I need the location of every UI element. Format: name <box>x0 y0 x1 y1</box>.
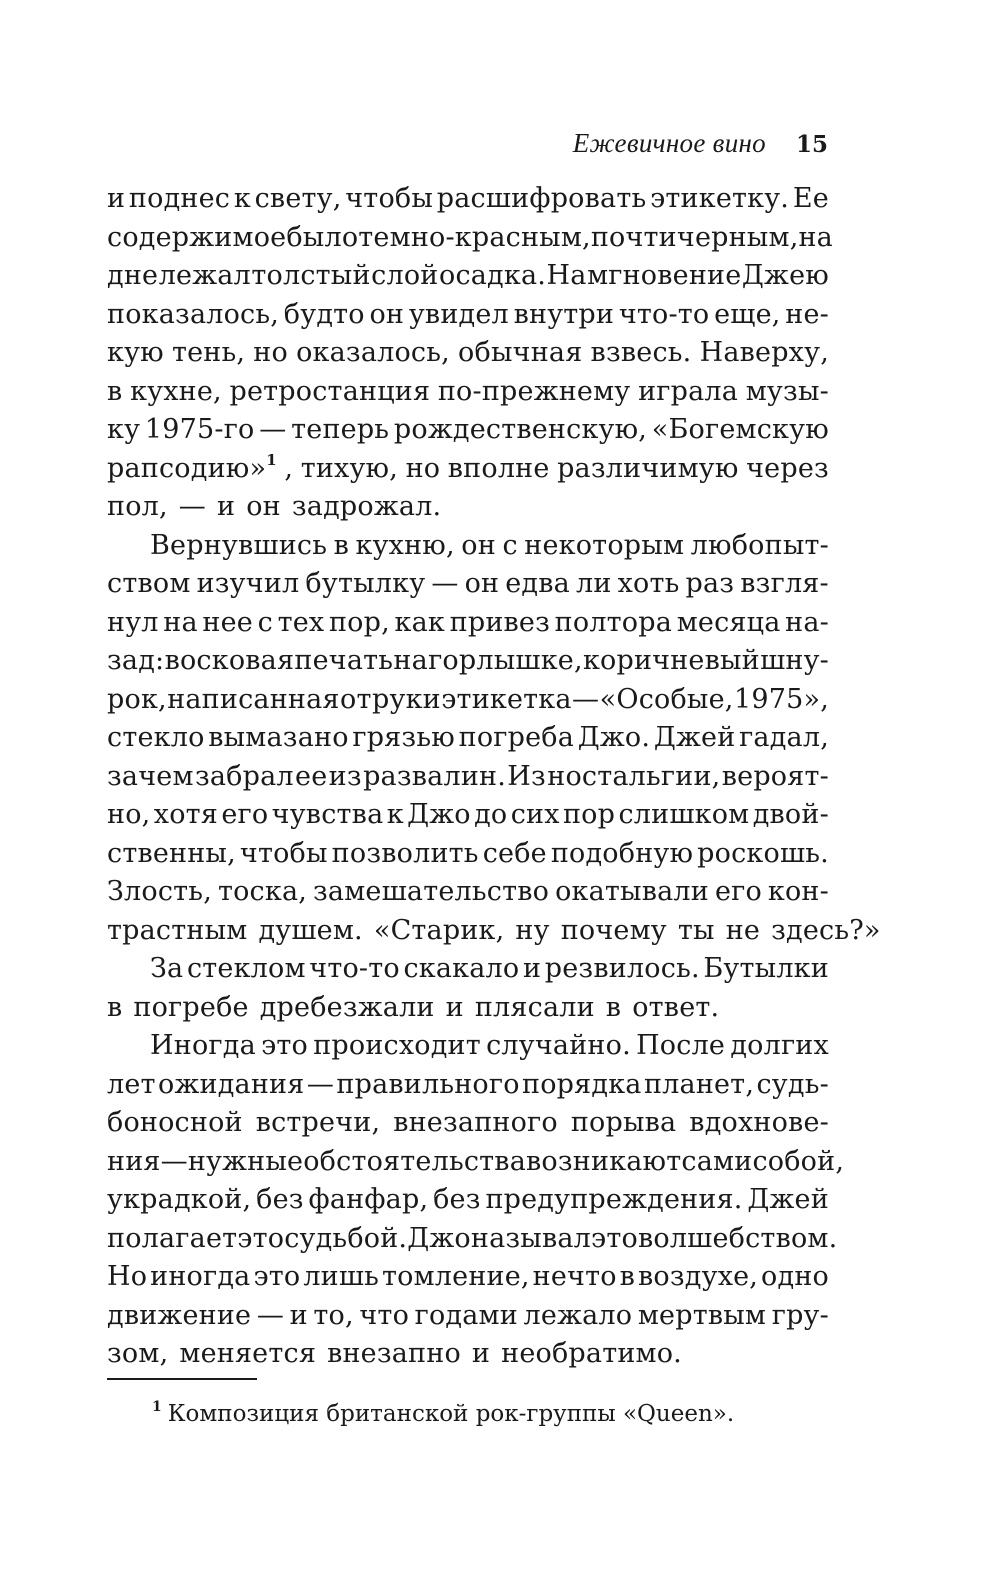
word: от <box>340 683 372 715</box>
word: некоторым <box>524 529 685 561</box>
word: и <box>289 1299 308 1331</box>
word: ретростанция <box>229 375 431 407</box>
word: Джо. <box>577 722 651 753</box>
word: руки <box>372 683 441 715</box>
word: он <box>461 529 496 561</box>
word: подобную <box>550 837 694 869</box>
word: слой <box>371 260 439 291</box>
word: до <box>474 799 508 830</box>
word: это <box>591 1222 638 1254</box>
text-line <box>107 1258 829 1297</box>
word: в <box>333 529 350 561</box>
word: ответ. <box>632 991 720 1023</box>
text-line <box>107 180 829 219</box>
word: что-то <box>618 298 710 330</box>
word: 1975-го <box>144 414 255 445</box>
word: ее <box>295 760 328 792</box>
word: Джею <box>741 260 829 291</box>
word: Ее <box>792 183 829 214</box>
word: тень, <box>171 337 246 368</box>
word: темно-красным, <box>358 221 591 253</box>
word: через <box>746 452 829 484</box>
word: мертвым <box>637 1299 767 1331</box>
text-line <box>107 1297 829 1336</box>
word: стекло <box>107 722 205 753</box>
word: забрал <box>194 760 294 792</box>
word: обычная <box>458 337 583 368</box>
word: хоть <box>617 568 680 599</box>
word: порыва <box>570 1107 677 1138</box>
word: но <box>253 337 288 368</box>
footnote-text: Композиция британской рок-группы «Queen». <box>167 1401 735 1427</box>
word: годами <box>414 1299 518 1331</box>
word: тех <box>277 606 325 638</box>
word: свету, <box>254 183 342 214</box>
word: написанная <box>167 683 340 715</box>
word: ния <box>107 1145 161 1177</box>
word: хотя <box>153 799 219 830</box>
text-line <box>107 1335 829 1374</box>
word: в <box>619 1261 636 1292</box>
word: встречи, <box>255 1107 381 1138</box>
text-line <box>107 411 829 450</box>
text-line <box>107 488 829 527</box>
word: было <box>286 221 359 253</box>
text-line <box>107 950 829 989</box>
word: роскошь. <box>697 837 829 869</box>
word: к <box>386 799 404 830</box>
word: месяца <box>676 606 781 638</box>
word: зом, <box>107 1338 169 1369</box>
word: — <box>178 491 206 522</box>
text-line <box>107 1066 829 1105</box>
text-line <box>107 873 829 912</box>
word: кую <box>107 337 164 368</box>
word: называл <box>470 1222 592 1254</box>
text-line <box>107 681 829 720</box>
word: зад: <box>107 645 165 676</box>
word: это <box>253 1261 301 1292</box>
word: здесь?» <box>771 914 881 946</box>
word: ожидания <box>158 1068 305 1100</box>
word: еще, <box>714 298 781 330</box>
word: внутри <box>513 298 615 330</box>
word: теперь <box>291 414 390 445</box>
word: движение <box>107 1299 252 1331</box>
word: Джо <box>407 1222 471 1254</box>
word: двой- <box>752 799 829 830</box>
word: меняется <box>179 1338 317 1369</box>
word: нужные <box>187 1145 304 1177</box>
word: рождественскую, <box>393 414 648 445</box>
word: стеклом <box>186 953 306 984</box>
word: это <box>261 1030 308 1061</box>
word: Злость, <box>107 876 212 907</box>
word: Наверху, <box>699 337 829 368</box>
word: в <box>107 991 123 1023</box>
word: как <box>394 606 445 638</box>
text-line <box>107 604 829 643</box>
word: трастным <box>107 914 248 946</box>
word: предупреждения. <box>485 1184 743 1215</box>
footnote <box>152 1392 734 1429</box>
word: сих <box>510 799 560 830</box>
word: пол, <box>107 491 168 522</box>
running-title: Ежевичное вино <box>572 128 766 158</box>
word: За <box>150 953 184 984</box>
text-line <box>107 219 833 258</box>
word: 1975», <box>733 683 829 715</box>
word: зачем <box>107 760 194 792</box>
word: долгих <box>730 1030 829 1061</box>
word: нечто <box>532 1261 617 1292</box>
word: Джей <box>653 722 736 753</box>
word: слишком <box>618 799 750 830</box>
running-header <box>573 128 828 159</box>
word: замешательство <box>313 876 550 907</box>
word: он <box>246 491 281 522</box>
word: ностальгии, <box>547 760 721 792</box>
word: к <box>233 183 251 214</box>
text-line <box>107 796 829 835</box>
word: Бутылки <box>703 953 829 984</box>
word: на <box>163 606 198 638</box>
word: томление, <box>382 1261 530 1292</box>
word: собой, <box>752 1145 845 1177</box>
word: вымазано <box>208 722 349 753</box>
word: черным, <box>676 221 799 253</box>
text-line <box>107 642 829 681</box>
word: ственны, <box>107 837 236 869</box>
text-line <box>107 989 829 1028</box>
word: грязью <box>352 722 455 753</box>
word: украдкой, <box>107 1184 252 1215</box>
word: фанфар, <box>308 1184 429 1215</box>
word: из <box>328 760 362 792</box>
word: не- <box>785 298 829 330</box>
word: себе <box>482 837 547 869</box>
word: в <box>107 375 123 407</box>
word: Иногда <box>150 1030 256 1061</box>
text-line <box>107 373 829 412</box>
word: показалось, <box>107 298 280 330</box>
word: — <box>572 683 600 715</box>
text-line <box>107 1104 829 1143</box>
word: нее <box>202 606 253 638</box>
word: он <box>464 568 500 599</box>
word: , <box>284 452 294 484</box>
word: окатывали <box>555 876 709 907</box>
word: едва <box>505 568 570 599</box>
word: резвилось. <box>544 953 700 984</box>
word: развалин. <box>363 760 507 792</box>
word: кухню, <box>355 529 455 561</box>
word: расшифровать <box>436 183 647 214</box>
word: играла <box>638 375 739 407</box>
word: ты <box>677 914 715 946</box>
word: скакало <box>403 953 520 984</box>
word: на <box>393 645 428 676</box>
word: Джо <box>407 799 471 830</box>
body-text <box>107 180 881 1374</box>
word: без <box>256 1184 304 1215</box>
word: дне <box>107 260 159 291</box>
footnote-mark: 1 <box>152 1399 162 1415</box>
word: взгля- <box>740 568 829 599</box>
word: После <box>636 1030 726 1061</box>
word: этикетку. <box>650 183 790 214</box>
word: рок, <box>107 683 167 715</box>
word: изучил <box>196 568 300 599</box>
text-line <box>107 912 881 951</box>
word: «Богемскую <box>651 414 829 445</box>
word: толстый <box>251 260 371 291</box>
word: задрожал. <box>291 491 442 522</box>
word: он <box>369 298 405 330</box>
word: что-то <box>309 953 400 984</box>
word: взвесь. <box>590 337 692 368</box>
word: ством <box>107 568 191 599</box>
word: что <box>359 1299 410 1331</box>
word: с <box>502 529 518 561</box>
word: На <box>546 260 587 291</box>
word: тоска, <box>217 876 308 907</box>
word: осадка. <box>438 260 547 291</box>
word: позволить <box>331 837 479 869</box>
word: иногда <box>150 1261 251 1292</box>
word: случайно. <box>486 1030 631 1061</box>
word: без <box>433 1184 481 1215</box>
word: Джей <box>747 1184 829 1215</box>
word: правильного <box>336 1068 520 1100</box>
word: то, <box>313 1299 354 1331</box>
text-line <box>107 257 829 296</box>
word: этикетка <box>441 683 572 715</box>
text-line <box>107 1181 829 1220</box>
word: горлышке, <box>428 645 583 676</box>
word: в <box>605 991 622 1023</box>
text-line <box>107 296 829 335</box>
word: порядка <box>522 1068 642 1100</box>
word: по-прежнему <box>437 375 631 407</box>
text-line <box>107 758 829 797</box>
word: лежало <box>523 1299 633 1331</box>
word: его <box>714 876 762 907</box>
word: и <box>107 183 126 214</box>
word: «Особые, <box>599 683 734 715</box>
word: — <box>306 1068 335 1100</box>
word: кон- <box>767 876 829 907</box>
word: воздухе, <box>638 1261 759 1292</box>
word: рапсодию»$^1$ <box>107 450 277 484</box>
word: Из <box>507 760 546 792</box>
word: бутылку <box>305 568 426 599</box>
word: чтобы <box>239 837 328 869</box>
word: различимую <box>557 452 739 484</box>
word: поднес <box>128 183 231 214</box>
text-line <box>107 334 829 373</box>
word: содержимое <box>107 221 287 253</box>
page-number: 15 <box>795 131 828 158</box>
word: гру- <box>771 1299 829 1331</box>
word: Вернувшись <box>150 529 328 561</box>
word: но <box>405 452 441 484</box>
word: ку <box>107 414 141 445</box>
word: на <box>798 221 833 253</box>
word: раз <box>685 568 735 599</box>
word: чтобы <box>345 183 434 214</box>
text-line <box>107 450 829 489</box>
word: почти <box>590 221 677 253</box>
word: ну <box>515 914 550 946</box>
word: пор, <box>328 606 390 638</box>
word: его <box>221 799 269 830</box>
word: планет, <box>643 1068 755 1100</box>
word: и <box>217 491 236 522</box>
word: душем. <box>258 914 363 946</box>
word: будто <box>283 298 365 330</box>
word: погребе <box>133 991 249 1023</box>
footnote-divider <box>107 1378 257 1380</box>
text-line <box>107 565 829 604</box>
word: — <box>431 568 459 599</box>
word: лежал <box>158 260 251 291</box>
text-line <box>107 1027 829 1066</box>
word: «Старик, <box>373 914 505 946</box>
text-line <box>107 527 829 566</box>
word: нул <box>107 606 159 638</box>
word: почему <box>560 914 667 946</box>
word: печать <box>294 645 394 676</box>
word: на- <box>785 606 829 638</box>
word: музы- <box>745 375 829 407</box>
word: и <box>445 991 464 1023</box>
word: восковая <box>164 645 295 676</box>
word: обстоятельства <box>303 1145 527 1177</box>
word: шну- <box>760 645 829 676</box>
word: вероят- <box>721 760 829 792</box>
word: Но <box>107 1261 148 1292</box>
word: гадал, <box>739 722 829 753</box>
word: и <box>471 1338 491 1369</box>
word: полагает <box>107 1222 238 1254</box>
word: внезапно <box>327 1338 461 1369</box>
word: чувства <box>271 799 384 830</box>
word: привез <box>449 606 551 638</box>
word: — <box>160 1145 188 1177</box>
word: не <box>725 914 761 946</box>
text-line <box>107 719 829 758</box>
word: кухне, <box>130 375 222 407</box>
word: дребезжали <box>259 991 435 1023</box>
word: сами <box>681 1145 753 1177</box>
word: увидел <box>408 298 509 330</box>
word: — <box>259 414 287 445</box>
word: плясали <box>474 991 595 1023</box>
word: судь- <box>756 1068 829 1100</box>
word: коричневый <box>582 645 760 676</box>
word: лишь <box>303 1261 380 1292</box>
word: внезапного <box>393 1107 558 1138</box>
word: мгновение <box>587 260 742 291</box>
word: и <box>522 953 542 984</box>
word: любопыт- <box>690 529 829 561</box>
word: оказалось, <box>296 337 450 368</box>
word: возникают <box>526 1145 682 1177</box>
word: волшебством. <box>637 1222 838 1254</box>
word: одно <box>761 1261 829 1292</box>
text-line <box>107 835 829 874</box>
word: с <box>257 606 273 638</box>
word: вполне <box>447 452 550 484</box>
text-line <box>107 1143 845 1182</box>
word: судьбой. <box>284 1222 408 1254</box>
word: необратимо. <box>501 1338 682 1369</box>
word: тихую, <box>300 452 399 484</box>
word: — <box>256 1299 285 1331</box>
word: боносной <box>107 1107 243 1138</box>
word: вдохнове- <box>689 1107 829 1138</box>
word: но, <box>107 799 151 830</box>
word: пор <box>562 799 616 830</box>
word: лет <box>107 1068 156 1100</box>
text-line <box>107 1220 838 1259</box>
footnote-reference: 1 <box>266 450 277 469</box>
word: ли <box>575 568 612 599</box>
word: это <box>237 1222 285 1254</box>
word: происходит <box>313 1030 481 1061</box>
word: погреба <box>458 722 575 753</box>
word: полтора <box>554 606 673 638</box>
